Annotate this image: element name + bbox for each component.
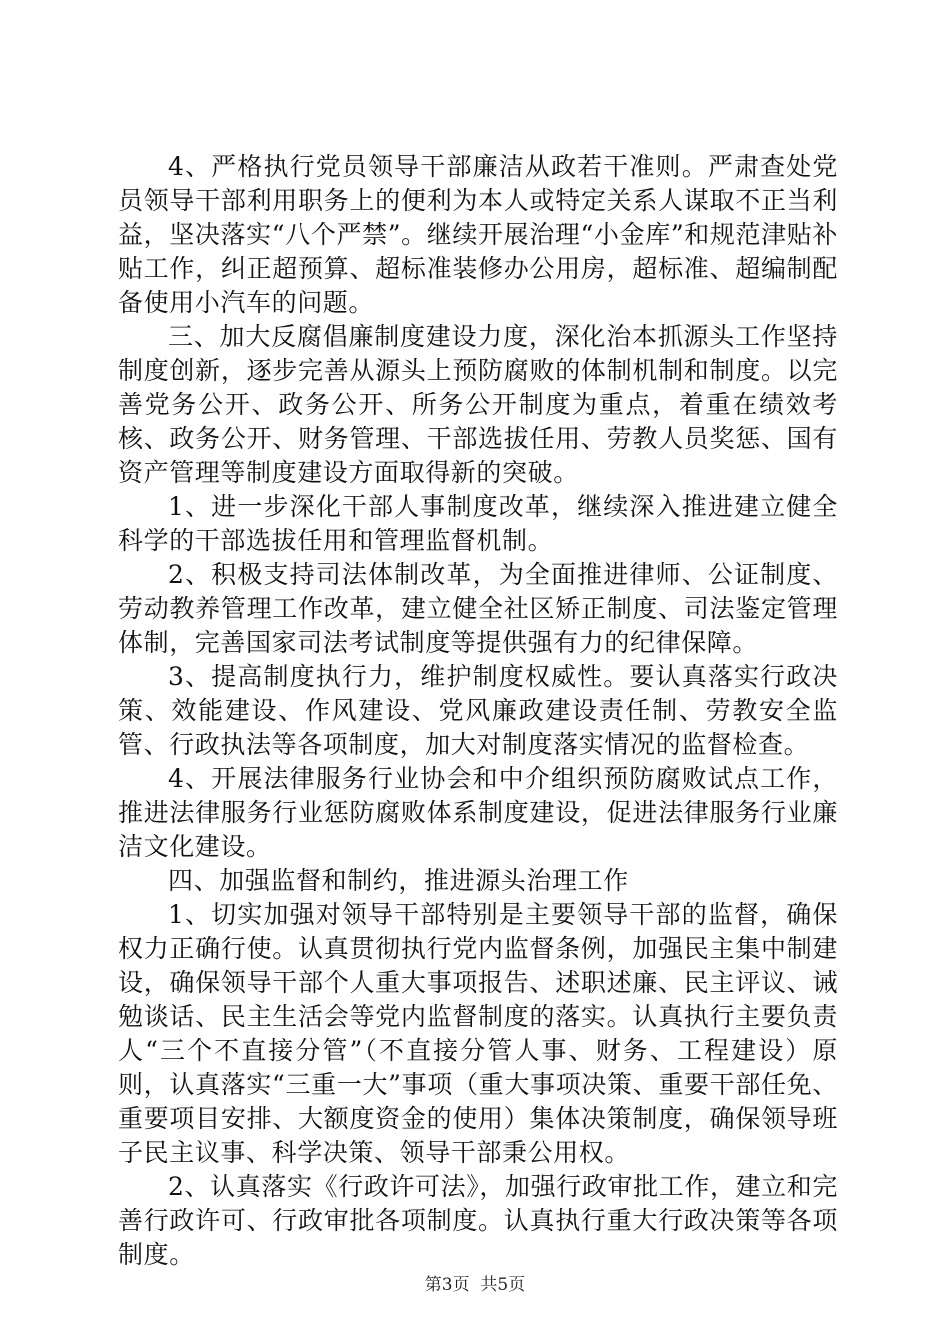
paragraph: 1、切实加强对领导干部特别是主要领导干部的监督，确保权力正确行使。认真贯彻执行党内监督条例，加强民主集中制建设，确保领导干部个人重大事项报告、述职述廉、民主评议、诫勉谈话、民主生活会等党内监督制度的落实。认真执行主要负责人“三个不直接分管”（不直接分管人事、财务、工程建设）原则，认真落实“三重一大”事项（重大事项决策、重要干部任免、重要项目安排、大额度资金的使用）集体决策制度，确保领导班子民主议事、科学决策、领导干部秉公用权。: [118, 900, 838, 1167]
paragraph: 2、认真落实《行政许可法》，加强行政审批工作，建立和完善行政许可、行政审批各项制度。认真执行重大行政决策等各项制度。: [118, 1172, 838, 1269]
section-heading: 四、加强监督和制约，推进源头治理工作: [168, 866, 629, 895]
section-heading-paragraph: 三、加大反腐倡廉制度建设力度，深化治本抓源头工作坚持制度创新，逐步完善从源头上预防腐败的体制机制和制度。以完善党务公开、政务公开、所务公开制度为重点，着重在绩效考核、政务公开、财务管理、干部选拔任用、劳教人员奖惩、国有资产管理等制度建设方面取得新的突破。: [118, 322, 838, 487]
page-footer: [0, 1270, 950, 1295]
paragraph: 1、进一步深化干部人事制度改革，继续深入推进建立健全科学的干部选拔任用和管理监督机制。: [118, 492, 838, 555]
page-number-label: 第3页 共5页: [424, 1275, 526, 1295]
paragraph: 3、提高制度执行力，维护制度权威性。要认真落实行政决策、效能建设、作风建设、党风廉政建设责任制、劳教安全监管、行政执法等各项制度，加大对制度落实情况的监督检查。: [118, 662, 838, 759]
paragraph: 4、严格执行党员领导干部廉洁从政若干准则。严肃查处党员领导干部利用职务上的便利为本人或特定关系人谋取不正当利益，坚决落实“八个严禁”。继续开展治理“小金库”和规范津贴补贴工作，纠正超预算、超标准装修办公用房，超标准、超编制配备使用小汽车的问题。: [118, 152, 838, 317]
paragraph: 4、开展法律服务行业协会和中介组织预防腐败试点工作，推进法律服务行业惩防腐败体系制度建设，促进法律服务行业廉洁文化建设。: [118, 764, 838, 861]
document-body: [118, 150, 838, 1272]
paragraph: 2、积极支持司法体制改革，为全面推进律师、公证制度、劳动教养管理工作改革，建立健全社区矫正制度、司法鉴定管理体制，完善国家司法考试制度等提供强有力的纪律保障。: [118, 560, 838, 657]
